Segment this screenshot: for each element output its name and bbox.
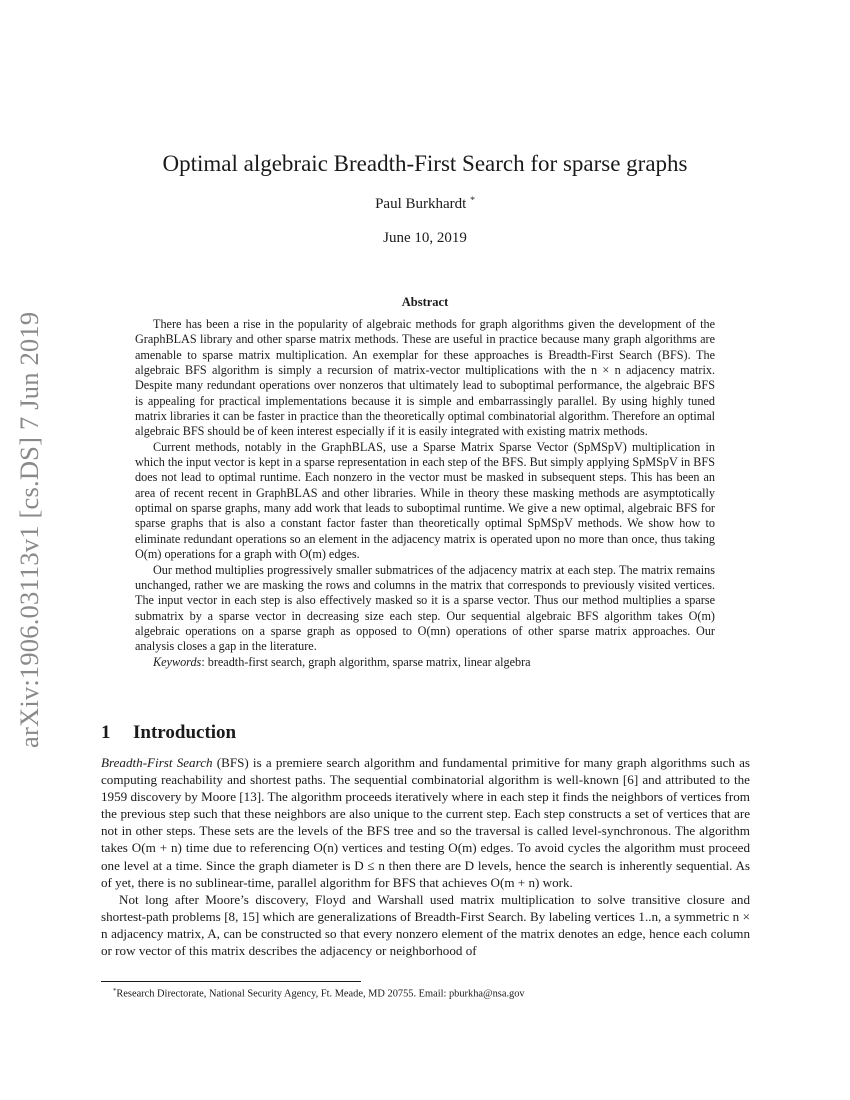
intro-paragraph [101, 754, 750, 891]
intro-paragraph: Not long after Moore’s discovery, Floyd and Warshall used matrix multiplication to solve transitive closure and shortest-path problems [8, 15] which are generalizations of Breadth-First Search. By labeling vertices 1..n, a symmetric n × n adjacency matrix, A, can be constructed so that every nonzero element of the matrix denotes an edge, hence each column or row vector of this matrix describes the adjacency or neighborhood of [101, 891, 750, 959]
paper-title: Optimal algebraic Breadth-First Search for sparse graphs [162, 151, 688, 176]
footnote [113, 985, 525, 1000]
abstract-paragraph: Our method multiplies progressively smaller submatrices of the adjacency matrix at each step. The matrix remains unchanged, rather we are masking the rows and columns in the matrix that corresponds to previously visited vertices. The input vector in each step is also effectively masked so it is a sparse vector. Thus our method multiplies a sparse submatrix by a sparse vector in decreasing size each step. Our sequential algebraic BFS algorithm takes O(m) algebraic operations on a sparse graph as opposed to O(mn) operations of other sparse matrix approaches. Our analysis closes a gap in the literature. [135, 562, 715, 654]
footnote-mark: * [113, 988, 117, 995]
intro-defined-term: Breadth-First Search [101, 755, 213, 770]
keywords-line [135, 655, 715, 670]
introduction-body [101, 754, 750, 959]
author-name: Paul Burkhardt [375, 195, 467, 212]
keywords-list: : breadth-first search, graph algorithm, sparse matrix, linear algebra [201, 654, 531, 669]
abstract-body [135, 317, 715, 670]
abstract-heading: Abstract [401, 295, 449, 309]
abstract-paragraph: Current methods, notably in the GraphBLAS, use a Sparse Matrix Sparse Vector (SpMSpV) multiplication in which the input vector is kept in a sparse representation in each step of the BFS. But simply applying SpMSpV in BFS does not lead to optimal runtime. Each nonzero in the vector must be masked in subsequent steps. This has been an area of recent recent in GraphBLAS and other libraries. While in theory these masking methods are asymptotically optimal on sparse graphs, many add work that leads to suboptimal runtime. We give a new optimal, algebraic BFS for sparse graphs that is also a constant factor faster than theoretically optimal SpMSpV methods. We show how to eliminate redundant operations so an element in the adjacency matrix is operated upon no more than once, thus taking O(m) operations for a graph with O(m) edges. [135, 439, 715, 562]
abstract-paragraph: There has been a rise in the popularity of algebraic methods for graph algorithms given the development of the GraphBLAS library and other sparse matrix methods. These are useful in practice because many graph algorithms are amenable to sparse matrix multiplication. An exemplar for these approaches is Breadth-First Search (BFS). The algebraic BFS algorithm is simply a recursion of matrix-vector multiplications with the n × n adjacency matrix. Despite many redundant operations over nonzeros that ultimately lead to suboptimal performance, the algebraic BFS is appealing for practical implementations because it is simple and embarrassingly parallel. By using highly tuned matrix libraries it can be faster in practice than the theoretically optimal combinatorial algorithm. Therefore an optimal algebraic BFS should be of keen interest especially if it is easily integrated with existing matrix methods. [135, 317, 715, 439]
section-title: Introduction [133, 722, 237, 743]
section-heading-introduction [101, 722, 236, 744]
author-footnote-mark: * [470, 195, 475, 206]
arxiv-identifier-stamp: arXiv:1906.03113v1 [cs.DS] 7 Jun 2019 [14, 311, 44, 748]
keywords-label: Keywords [153, 654, 202, 669]
author-line [0, 195, 850, 213]
section-number: 1 [101, 722, 111, 743]
footnote-text: Research Directorate, National Security Agency, Ft. Meade, MD 20755. Email: pburkha@nsa.gov [116, 988, 525, 1000]
intro-paragraph-text: (BFS) is a premiere search algorithm and fundamental primitive for many graph algorithms such as computing reachability and shortest paths. The sequential combinatorial algorithm is well-known [6] and attributed to the 1959 discovery by Moore [13]. The algorithm proceeds iteratively where in each step it finds the neighbors of vertices from the previous step such that these neighbors are also unique to the current step. Each step constructs a set of vertices that are not in other steps. These sets are the levels of the BFS tree and so the traversal is called level-synchronous. The algorithm takes O(m + n) time due to referencing O(n) vertices and testing O(m) edges. To avoid cycles the algorithm must proceed one level at a time. Since the graph diameter is D ≤ n then there are D levels, hence the search is inherently sequential. As of yet, there is no sublinear-time, parallel algorithm for BFS that achieves O(m + n) work. [101, 755, 750, 890]
footnote-divider [101, 981, 361, 982]
paper-date: June 10, 2019 [383, 230, 467, 246]
